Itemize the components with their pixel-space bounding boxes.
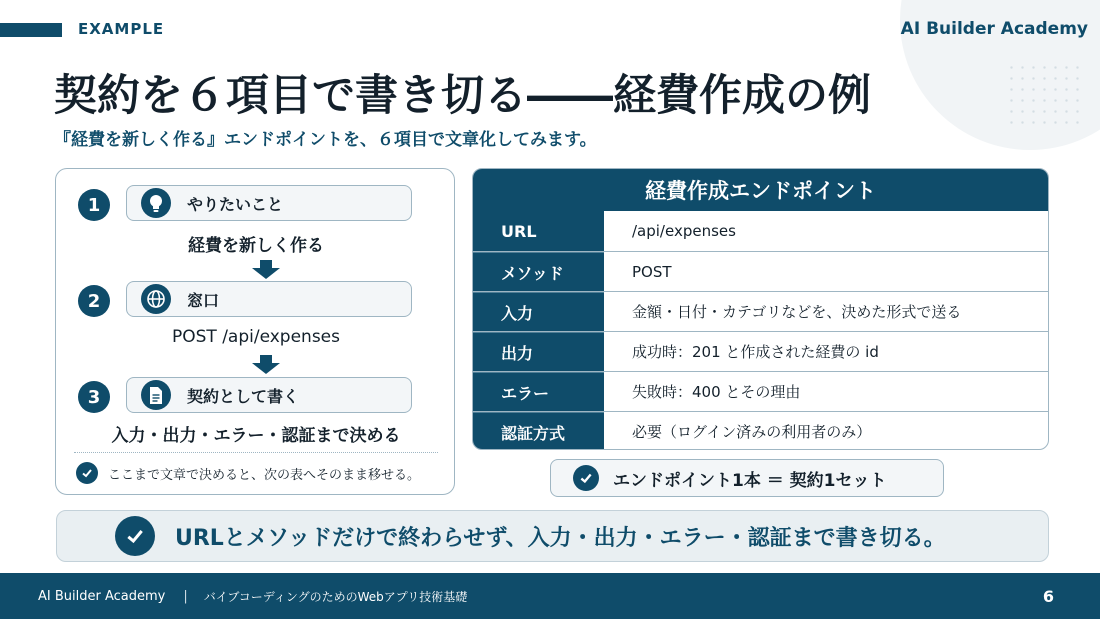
- step-pill-1: [126, 185, 412, 221]
- row-key: URL: [473, 211, 604, 251]
- document-icon: [141, 380, 171, 410]
- footer-brand: AI Builder Academy: [38, 588, 166, 604]
- lightbulb-icon: [141, 188, 171, 218]
- footer-course-title: バイブコーディングのためのWebアプリ技術基礎: [203, 589, 468, 604]
- row-value: /api/expenses: [632, 222, 736, 240]
- banner-text: URLとメソッドだけで終わらせず、入力・出力・エラー・認証まで書き切る。: [175, 525, 946, 551]
- card-note-text: ここまで文章で決めると、次の表へそのまま移せる。: [108, 467, 421, 483]
- endpoint-note-text: エンドポイント1本 ＝ 契約1セット: [613, 470, 887, 491]
- step-number-1: 1: [78, 189, 110, 221]
- step-number-2: 2: [78, 285, 110, 317]
- table-row: [473, 291, 1048, 331]
- card-note: [76, 462, 420, 484]
- step-pill-3: [126, 377, 412, 413]
- row-key: 認証方式: [473, 412, 604, 450]
- row-value: 金額・日付・カテゴリなどを、決めた形式で送る: [632, 303, 962, 321]
- check-circle-icon: [76, 462, 98, 484]
- step-label-3: 契約として書く: [187, 386, 300, 406]
- key-takeaway-banner: [56, 510, 1049, 562]
- row-value: POST: [632, 262, 672, 281]
- page-number: 6: [1042, 586, 1054, 606]
- footer: [0, 573, 1100, 619]
- steps-card: [55, 168, 455, 495]
- table-row: [473, 411, 1048, 450]
- row-key: 出力: [473, 332, 604, 371]
- step-label-1: やりたいこと: [187, 194, 284, 214]
- table-row: [473, 211, 1048, 251]
- section-tag-bar: [0, 23, 62, 37]
- down-arrow-icon: [252, 268, 280, 279]
- endpoint-spec-table: [472, 168, 1049, 450]
- table-row: [473, 371, 1048, 411]
- row-key: 入力: [473, 292, 604, 331]
- brand-name: AI Builder Academy: [900, 19, 1088, 39]
- endpoint-contract-note: [550, 459, 944, 497]
- step-desc-1: 経費を新しく作る: [188, 236, 324, 256]
- globe-icon: [141, 284, 171, 314]
- check-circle-icon: [115, 516, 155, 556]
- step-label-2: 窓口: [187, 290, 220, 310]
- dotted-divider: [74, 452, 438, 453]
- row-value: 失敗時：400 とその理由: [632, 383, 801, 401]
- row-key: メソッド: [473, 252, 604, 291]
- step-pill-2: [126, 281, 412, 317]
- row-value: 成功時：201 と作成された経費の id: [632, 343, 879, 361]
- row-value: 必要（ログイン済みの利用者のみ）: [632, 423, 872, 441]
- step-desc-2: POST /api/expenses: [171, 327, 341, 347]
- table-row: [473, 331, 1048, 371]
- footer-separator: |: [183, 588, 188, 604]
- down-arrow-icon: [252, 363, 280, 374]
- slide-subtitle: 『経費を新しく作る』エンドポイントを、６項目で文章化してみます。: [54, 130, 597, 150]
- step-desc-3: 入力・出力・エラー・認証まで決める: [111, 426, 401, 446]
- decorative-dot-grid: [1006, 62, 1086, 132]
- check-circle-icon: [573, 465, 599, 491]
- step-number-3: 3: [78, 381, 110, 413]
- section-tag: EXAMPLE: [78, 20, 165, 38]
- row-key: エラー: [473, 372, 604, 411]
- table-title: 経費作成エンドポイント: [473, 169, 1048, 211]
- slide-title: 契約を６項目で書き切る――経費作成の例: [54, 71, 871, 121]
- table-row: [473, 251, 1048, 291]
